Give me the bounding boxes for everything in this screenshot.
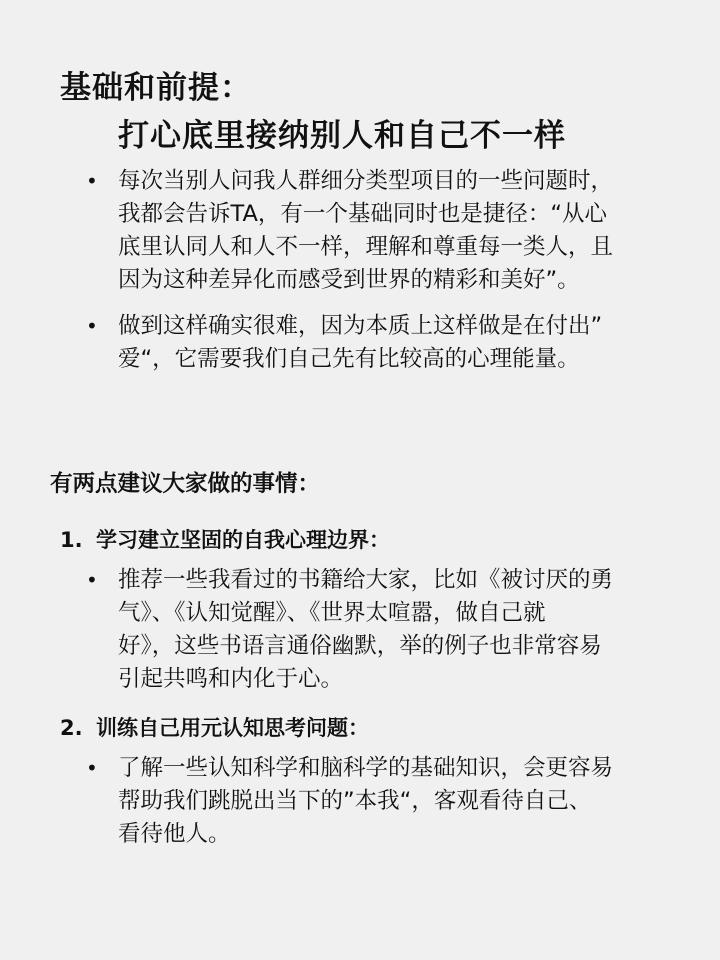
bullet-text-line: 推荐一些我看过的书籍给大家，比如《被讨厌的勇 xyxy=(118,567,614,593)
advice-item-2-bullets xyxy=(0,752,720,851)
advice-item-title: 学习建立坚固的自我心理边界： xyxy=(96,528,390,552)
bullet-text-line: 了解一些认知科学和脑科学的基础知识，会更容易 xyxy=(118,755,614,781)
advice-item-2-bullet xyxy=(0,752,658,851)
intro-bullet-list xyxy=(0,165,720,297)
advice-item-1-bullets xyxy=(0,564,720,696)
advice-item-2-heading xyxy=(60,712,369,742)
advice-item-number: 2. xyxy=(60,716,83,740)
page-title: 基础和前提： xyxy=(60,70,252,106)
bullet-text-line: 引起共鸣和内化于心。 xyxy=(118,666,344,692)
bullet-text-line: 每次当别人问我人群细分类型项目的一些问题时， xyxy=(118,168,614,194)
bullet-text-line: 帮助我们跳脱出当下的”本我“，客观看待自己、 xyxy=(118,788,592,814)
advice-heading: 有两点建议大家做的事情： xyxy=(50,471,321,497)
intro-bullet-2 xyxy=(0,310,658,376)
bullet-icon: • xyxy=(86,568,98,592)
advice-item-title: 训练自己用元认知思考问题： xyxy=(96,716,369,740)
bullet-icon: • xyxy=(86,169,98,193)
page-subtitle: 打心底里接纳别人和自己不一样 xyxy=(118,118,566,154)
advice-item-1-bullet xyxy=(0,564,658,696)
advice-item-number: 1. xyxy=(60,528,83,552)
bullet-text-line: 好》，这些书语言通俗幽默，举的例子也非常容易 xyxy=(118,633,602,659)
bullet-text-line: 做到这样确实很难，因为本质上这样做是在付出” xyxy=(118,313,603,339)
bullet-text-line: 气》、《认知觉醒》、《世界太喧嚣，做自己就 xyxy=(118,600,546,626)
bullet-text-line: 因为这种差异化而感受到世界的精彩和美好”。 xyxy=(118,267,580,293)
advice-item-1-heading xyxy=(60,524,390,554)
bullet-text-line: 我都会告诉TA，有一个基础同时也是捷径：“从心 xyxy=(118,201,608,227)
bullet-icon: • xyxy=(86,314,98,338)
intro-bullet-1 xyxy=(0,165,658,297)
bullet-text-line: 看待他人。 xyxy=(118,821,231,847)
bullet-text-line: 爱“，它需要我们自己先有比较高的心理能量。 xyxy=(118,346,580,372)
intro-bullet-list-2 xyxy=(0,310,720,376)
bullet-text-line: 底里认同人和人不一样，理解和尊重每一类人，且 xyxy=(118,234,614,260)
bullet-icon: • xyxy=(86,756,98,780)
